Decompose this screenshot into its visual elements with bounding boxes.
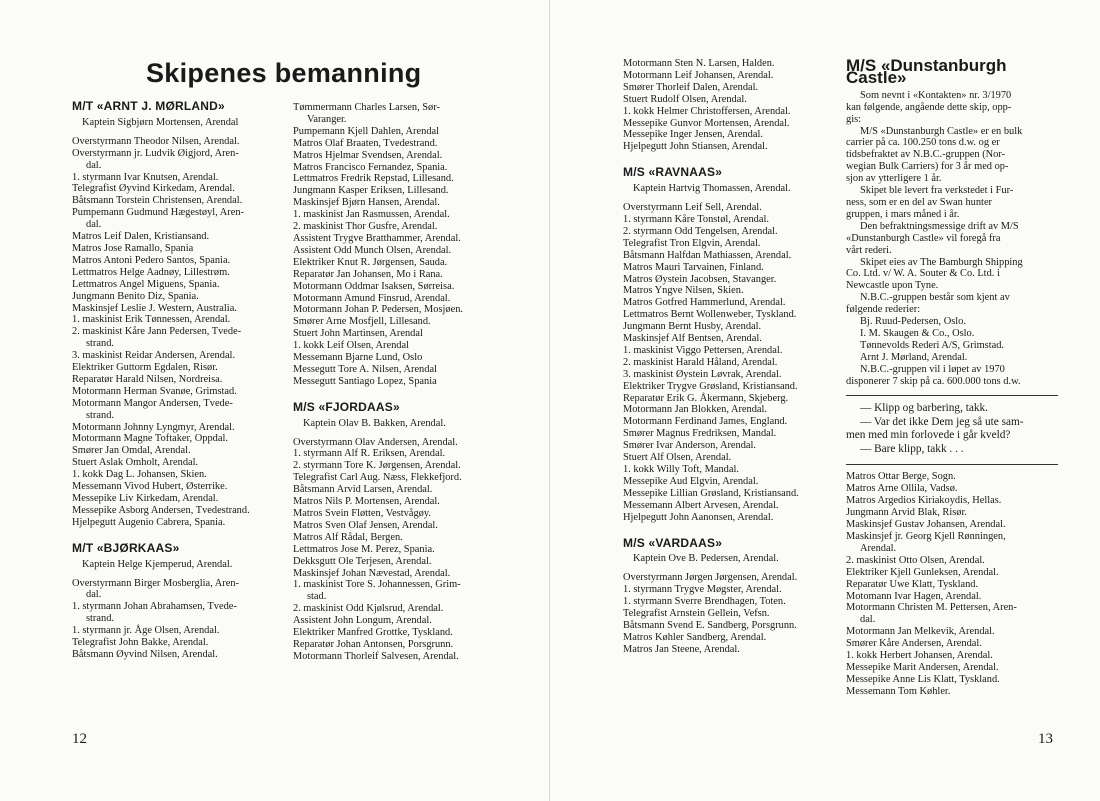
text-line: Matros Jose Ramallo, Spania (72, 242, 194, 254)
text-line: 1. styrmann Alf R. Eriksen, Arendal. (293, 448, 446, 460)
text-line: Den befraktningsmessige drift av M/S (860, 220, 1019, 232)
text-line: Dekksgutt Ole Terjesen, Arendal. (293, 555, 432, 567)
text-line: Motormann Ferdinand James, England. (623, 416, 788, 428)
text-line: dal. (860, 614, 876, 626)
text-line: 1. kokk Willy Toft, Mandal. (623, 464, 739, 475)
text-line: strand. (86, 409, 114, 421)
text-line: Messepike Asborg Andersen, Tvedestrand. (72, 504, 250, 516)
text-line: M/S «Dunstanburgh Castle» er en bulk (860, 125, 1023, 137)
text-line: Jungmann Kasper Eriksen, Lillesand. (293, 185, 449, 197)
text-line: Matros Leif Dalen, Kristiansand. (72, 231, 210, 243)
text-line: Overstyrmann Olav Andersen, Arendal. (293, 436, 458, 448)
text-line: Messepike Lillian Grøsland, Kristiansand. (623, 487, 799, 499)
column-4 (846, 56, 1061, 698)
text-line: 2. maskinist Thor Gusfre, Arendal. (293, 221, 438, 233)
text-line: Maskinsjef Johan Nævestad, Arendal. (293, 567, 451, 579)
text-line: Hjelpegutt John Aanonsen, Arendal. (623, 511, 774, 523)
text-line: Messepike Anne Lis Klatt, Tyskland. (846, 673, 1000, 685)
column-1 (72, 101, 287, 661)
text-line: 1. kokk Dag L. Johansen, Skien. (72, 469, 207, 481)
text-line: 2. styrmann Tore K. Jørgensen, Arendal. (293, 460, 461, 472)
section-heading-ravnaas: M/S «RAVNAAS» (623, 165, 723, 180)
text-line: Telegrafist Arnstein Gellein, Vefsn. (623, 608, 770, 620)
text-line: Matros Francisco Fernandez, Spania. (293, 161, 448, 173)
text-line: Elektriker Manfred Grottke, Tyskland. (293, 627, 453, 639)
text-line: N.B.C.-gruppen består som kjent av (860, 292, 1010, 304)
text-line: Telegrafist Tron Elgvin, Arendal. (623, 237, 761, 249)
text-line: I. M. Skaugen & Co., Oslo. (860, 327, 975, 339)
text-line: Reparatør Harald Nilsen, Nordreisa. (72, 373, 223, 385)
text-line: Maskinsjef Leslie J. Western, Australia. (72, 302, 237, 314)
text-line: Hjelpegutt Augenio Cabrera, Spania. (72, 516, 226, 528)
text-line: Motormann Christen M. Pettersen, Aren- (846, 602, 1017, 614)
text-line: Telegrafist Øyvind Kirkedam, Arendal. (72, 183, 235, 195)
text-line: Matros Argedios Kiriakoydis, Hellas. (846, 495, 1002, 507)
page-number-right: 13 (1038, 731, 1053, 747)
column-3 (623, 58, 838, 656)
text-line: strand. (86, 613, 114, 625)
text-line: Smører Magnus Fredriksen, Mandal. (623, 428, 777, 440)
text-line: Båtsmann Halfdan Mathiassen, Arendal. (623, 249, 792, 261)
divider (846, 395, 1058, 396)
text-line: Pumpemann Gudmund Hægestøyl, Aren- (72, 207, 245, 219)
text-line: Elektriker Knut R. Jørgensen, Sauda. (293, 256, 448, 268)
text-line: N.B.C.-gruppen vil i løpet av 1970 (860, 363, 1005, 375)
divider (846, 464, 1058, 465)
text-line: Matros Yngve Nilsen, Skien. (623, 285, 744, 297)
crew-list (623, 202, 838, 523)
captain-line: Kaptein Ove B. Pedersen, Arendal. (633, 553, 779, 565)
text-line: Messepike Liv Kirkedam, Arendal. (72, 493, 219, 504)
text-line: 1. maskinist Erik Tønnessen, Arendal. (72, 314, 231, 326)
text-line: 3. maskinist Reidar Andersen, Arendal. (72, 350, 236, 362)
crew-list (623, 572, 838, 655)
text-line: 3. maskinist Øystein Løvrak, Arendal. (623, 368, 782, 380)
text-line: Båtsmann Øyvind Nilsen, Arendal. (72, 648, 218, 660)
text-line: 1. maskinist Tore S. Johannessen, Grim- (293, 579, 461, 591)
text-line: Motormann Herman Svanøe, Grimstad. (72, 385, 237, 397)
text-line: Messemann Tom Køhler. (846, 685, 951, 697)
text-line: Overstyrmann jr. Ludvik Øigjord, Aren- (72, 147, 239, 159)
text-line: Motormann Oddmar Isaksen, Sørreisa. (293, 280, 455, 292)
text-line: Båtsmann Arvid Larsen, Arendal. (293, 484, 433, 496)
text-line: Båtsmann Torstein Christensen, Arendal. (72, 195, 243, 207)
crew-list (293, 437, 508, 663)
text-line: Elektriker Guttorm Egdalen, Risør. (72, 362, 218, 374)
text-line: dal. (86, 159, 102, 171)
text-line: Skipet eies av The Bamburgh Shipping (860, 256, 1023, 268)
text-line: — Var det ikke Dem jeg så ute sam- (860, 415, 1024, 428)
text-line: Matros Sven Olaf Jensen, Arendal. (293, 519, 438, 531)
text-line: Assistent John Longum, Arendal. (293, 615, 432, 627)
text-line: Reparatør Jan Johansen, Mo i Rana. (293, 268, 443, 280)
text-line: Messemann Vivod Hubert, Østerrike. (72, 481, 228, 493)
text-line: 2. maskinist Otto Olsen, Arendal. (846, 554, 985, 566)
captain-line: Kaptein Helge Kjemperud, Arendal. (82, 558, 233, 570)
text-line: følgende rederier: (846, 304, 921, 316)
text-line: Messepike Marit Andersen, Arendal. (846, 661, 999, 673)
text-line: gis: (846, 113, 862, 125)
text-line: 1. styrmann Ivar Knutsen, Arendal. (72, 171, 219, 183)
text-line: men med min forlovede i går kveld? (846, 429, 1011, 442)
text-line: Maskinsjef Alf Bentsen, Arendal. (623, 333, 762, 345)
text-line: Smører Arne Mosfjell, Lillesand. (293, 316, 431, 328)
text-line: ness, som er en del av Swan hunter (846, 196, 993, 208)
text-line: carrier på ca. 100.250 tons d.w. og er (846, 137, 1000, 149)
text-line: Motormann Sten N. Larsen, Halden. (623, 58, 775, 69)
text-line: Messepike Gunvor Mortensen, Arendal. (623, 117, 790, 129)
text-line: Matros Alf Rådal, Bergen. (293, 531, 403, 543)
text-line: Reparatør Johan Antonsen, Porsgrunn. (293, 638, 454, 650)
text-line: 2. maskinist Kåre Jann Pedersen, Tvede- (72, 326, 242, 338)
text-line: Jungmann Bernt Husby, Arendal. (623, 321, 762, 333)
text-line: Newcastle upon Tyne. (846, 280, 939, 292)
text-line: 1. kokk Helmer Christoffersen, Arendal. (623, 105, 791, 117)
text-line: Motomann Ivar Hagen, Arendal. (846, 590, 982, 602)
text-line: «Dunstanburgh Castle» vil foregå fra (846, 232, 1001, 244)
text-line: Messepike Inger Jensen, Arendal. (623, 129, 763, 141)
text-line: disponerer 7 skip på ca. 600.000 tons d.w. (846, 375, 1021, 387)
text-line: Matros Køhler Sandberg, Arendal. (623, 631, 767, 643)
text-line: Matros Nils P. Mortensen, Arendal. (293, 496, 440, 508)
text-line: 1. styrmann Kåre Tonstøl, Arendal. (623, 213, 769, 225)
text-line: gruppen, i mars måned i år. (846, 208, 960, 220)
text-line: Motormann Johan P. Pedersen, Mosjøen. (293, 304, 463, 316)
text-line: Tømmermann Charles Larsen, Sør- (293, 102, 440, 113)
text-line: Co. Ltd. v/ W. A. Souter & Co. Ltd. i (846, 268, 1000, 280)
text-line: Matros Arne Ollila, Vadsø. (846, 483, 958, 495)
text-line: Assistent Odd Munch Olsen, Arendal. (293, 244, 452, 256)
text-line: Smører Ivar Anderson, Arendal. (623, 440, 757, 452)
text-line: 1. styrmann jr. Åge Olsen, Arendal. (72, 625, 220, 637)
text-line: — Bare klipp, takk . . . (860, 442, 964, 455)
text-line: Matros Øystein Jacobsen, Stavanger. (623, 273, 777, 285)
text-line: 1. styrmann Johan Abrahamsen, Tvede- (72, 601, 237, 613)
text-line: Lettmatros Jose M. Perez, Spania. (293, 543, 435, 555)
text-line: Motormann Johnny Lyngmyr, Arendal. (72, 421, 235, 433)
article-body (846, 90, 1061, 388)
text-line: Stuert Aslak Omholt, Arendal. (72, 457, 199, 469)
section-heading-fjordaas: M/S «FJORDAAS» (293, 399, 400, 414)
captain-line: Kaptein Hartvig Thomassen, Arendal. (633, 183, 791, 195)
text-line: Smører Jan Omdal, Arendal. (72, 445, 191, 457)
text-line: Maskinsjef Bjørn Hansen, Arendal. (293, 197, 440, 209)
text-line: — Klipp og barbering, takk. (860, 402, 989, 415)
text-line: Stuert Rudolf Olsen, Arendal. (623, 93, 747, 105)
text-line: Motormann Jan Melkevik, Arendal. (846, 626, 995, 638)
text-line: Elektriker Trygve Grøsland, Kristiansand. (623, 380, 798, 392)
section-heading-vardaas: M/S «VARDAAS» (623, 535, 723, 550)
text-line: Overstyrmann Birger Mosberglia, Aren- (72, 577, 239, 589)
text-line: Messemann Bjarne Lund, Oslo (293, 352, 423, 364)
crew-list (293, 102, 508, 388)
text-line: Reparatør Uwe Klatt, Tyskland. (846, 578, 979, 590)
text-line: Messepike Aud Elgvin, Arendal. (623, 475, 759, 487)
text-line: Lettmatros Bernt Wollenweber, Tyskland. (623, 309, 797, 321)
text-line: Maskinsjef Gustav Johansen, Arendal. (846, 519, 1006, 531)
page-title: Skipenes bemanning (146, 58, 422, 88)
text-line: sjon av ytterligere 1 år. (846, 173, 942, 185)
text-line: Tønnevolds Rederi A/S, Grimstad. (860, 339, 1005, 351)
section-heading-arnt-morland: M/T «ARNT J. MØRLAND» (72, 99, 225, 113)
joke-text (846, 402, 1061, 456)
page-gutter (549, 0, 550, 801)
text-line: 1. styrmann Sverre Brendhagen, Toten. (623, 596, 786, 608)
text-line: Matros Jan Steene, Arendal. (623, 643, 740, 655)
text-line: stad. (307, 591, 327, 603)
text-line: 2. styrmann Odd Tengelsen, Arendal. (623, 225, 778, 237)
text-line: Overstyrmann Jørgen Jørgensen, Arendal. (623, 572, 798, 584)
text-line: Motormann Mangor Andersen, Tvede- (72, 397, 233, 409)
text-line: Matros Svein Fløtten, Vestvågøy. (293, 508, 431, 519)
text-line: 1. kokk Leif Olsen, Arendal (293, 340, 410, 352)
text-line: Smører Kåre Andersen, Arendal. (846, 638, 982, 650)
section-heading-bjorkaas: M/T «BJØRKAAS» (72, 540, 180, 555)
crew-list (846, 471, 1061, 697)
text-line: Stuert Alf Olsen, Arendal. (623, 452, 732, 464)
text-line: Motormann Magne Toftaker, Oppdal. (72, 433, 228, 445)
text-line: 1. maskinist Jan Rasmussen, Arendal. (293, 209, 450, 221)
text-line: Reparatør Erik G. Åkermann, Skjeberg. (623, 392, 789, 404)
text-line: tidsbefraktet av N.B.C.-gruppen (Nor- (846, 149, 1006, 161)
text-line: Pumpemann Kjell Dahlen, Arendal (293, 125, 440, 137)
text-line: Telegrafist Carl Aug. Næss, Flekkefjord. (293, 472, 462, 484)
text-line: Stuert John Martinsen, Arendal (293, 328, 423, 340)
text-line: Motormann Jan Blokken, Arendal. (623, 404, 768, 416)
text-line: Messegutt Santiago Lopez, Spania (293, 375, 437, 387)
text-line: Motormann Leif Johansen, Arendal. (623, 69, 774, 81)
text-line: wegian Bulk Carriers) for 3 år med op- (846, 161, 1009, 173)
text-line: Messemann Albert Arvesen, Arendal. (623, 499, 779, 511)
text-line: Hjelpegutt John Stiansen, Arendal. (623, 141, 768, 153)
page-number-left: 12 (72, 731, 87, 747)
text-line: Matros Hjelmar Svendsen, Arendal. (293, 149, 443, 161)
text-line: Smører Thorleif Dalen, Arendal. (623, 81, 759, 93)
text-line: Matros Mauri Tarvainen, Finland. (623, 261, 764, 273)
text-line: Elektriker Kjell Gunleksen, Arendal. (846, 566, 999, 578)
text-line: Lettmatros Helge Aadnøy, Lillestrøm. (72, 266, 230, 278)
text-line: Varanger. (307, 113, 347, 125)
text-line: Lettmatros Angel Miguens, Spania. (72, 278, 220, 290)
crew-list (72, 136, 287, 529)
captain-line: Kaptein Sigbjørn Mortensen, Arendal (82, 116, 239, 128)
text-line: 2. maskinist Harald Håland, Arendal. (623, 356, 778, 368)
text-line: Matros Ottar Berge, Sogn. (846, 471, 956, 483)
text-line: Matros Olaf Braaten, Tvedestrand. (293, 137, 438, 149)
text-line: Messegutt Tore A. Nilsen, Arendal (293, 363, 437, 375)
text-line: Arendal. (860, 542, 897, 554)
text-line: dal. (86, 219, 102, 231)
text-line: 1. maskinist Viggo Pettersen, Arendal. (623, 344, 783, 356)
text-line: Telegrafist John Bakke, Arendal. (72, 637, 209, 649)
text-line: 1. styrmann Trygve Møgster, Arendal. (623, 584, 782, 596)
text-line: kan følgende, angående dette skip, opp- (846, 101, 1012, 113)
text-line: Matros Gotfred Hammerlund, Arendal. (623, 297, 786, 309)
captain-line: Kaptein Olav B. Bakken, Arendal. (303, 417, 446, 429)
text-line: Lettmatros Fredrik Repstad, Lillesand. (293, 173, 454, 185)
crew-list (623, 58, 838, 153)
text-line: Jungmann Benito Diz, Spania. (72, 290, 199, 302)
text-line: Assistent Trygve Bratthammer, Arendal. (293, 232, 461, 244)
text-line: Overstyrmann Leif Sell, Arendal. (623, 202, 762, 214)
text-line: Motormann Thorleif Salvesen, Arendal. (293, 650, 459, 662)
text-line: dal. (86, 589, 102, 601)
text-line: Skipet ble levert fra verkstedet i Fur- (860, 185, 1014, 197)
text-line: Som nevnt i «Kontakten» nr. 3/1970 (860, 89, 1012, 101)
text-line: Matros Antoni Pedero Santos, Spania. (72, 254, 231, 266)
text-line: Overstyrmann Theodor Nilsen, Arendal. (72, 135, 240, 147)
text-line: Arnt J. Mørland, Arendal. (860, 351, 968, 363)
text-line: vårt rederi. (846, 244, 892, 256)
text-line: Jungmann Arvid Blak, Risør. (846, 507, 967, 519)
article-title: M/S «Dunstanburgh Castle» (846, 56, 1007, 87)
text-line: 2. maskinist Odd Kjølsrud, Arendal. (293, 603, 444, 615)
text-line: Bj. Ruud-Pedersen, Oslo. (860, 316, 966, 328)
column-2 (293, 102, 508, 663)
text-line: Båtsmann Svend E. Sandberg, Porsgrunn. (623, 619, 797, 631)
text-line: Maskinsjef jr. Georg Kjell Rønningen, (846, 531, 1006, 542)
text-line: strand. (86, 338, 114, 350)
crew-list (72, 578, 287, 661)
text-line: 1. kokk Herbert Johansen, Arendal. (846, 650, 993, 662)
text-line: Motormann Amund Finsrud, Arendal. (293, 292, 451, 304)
